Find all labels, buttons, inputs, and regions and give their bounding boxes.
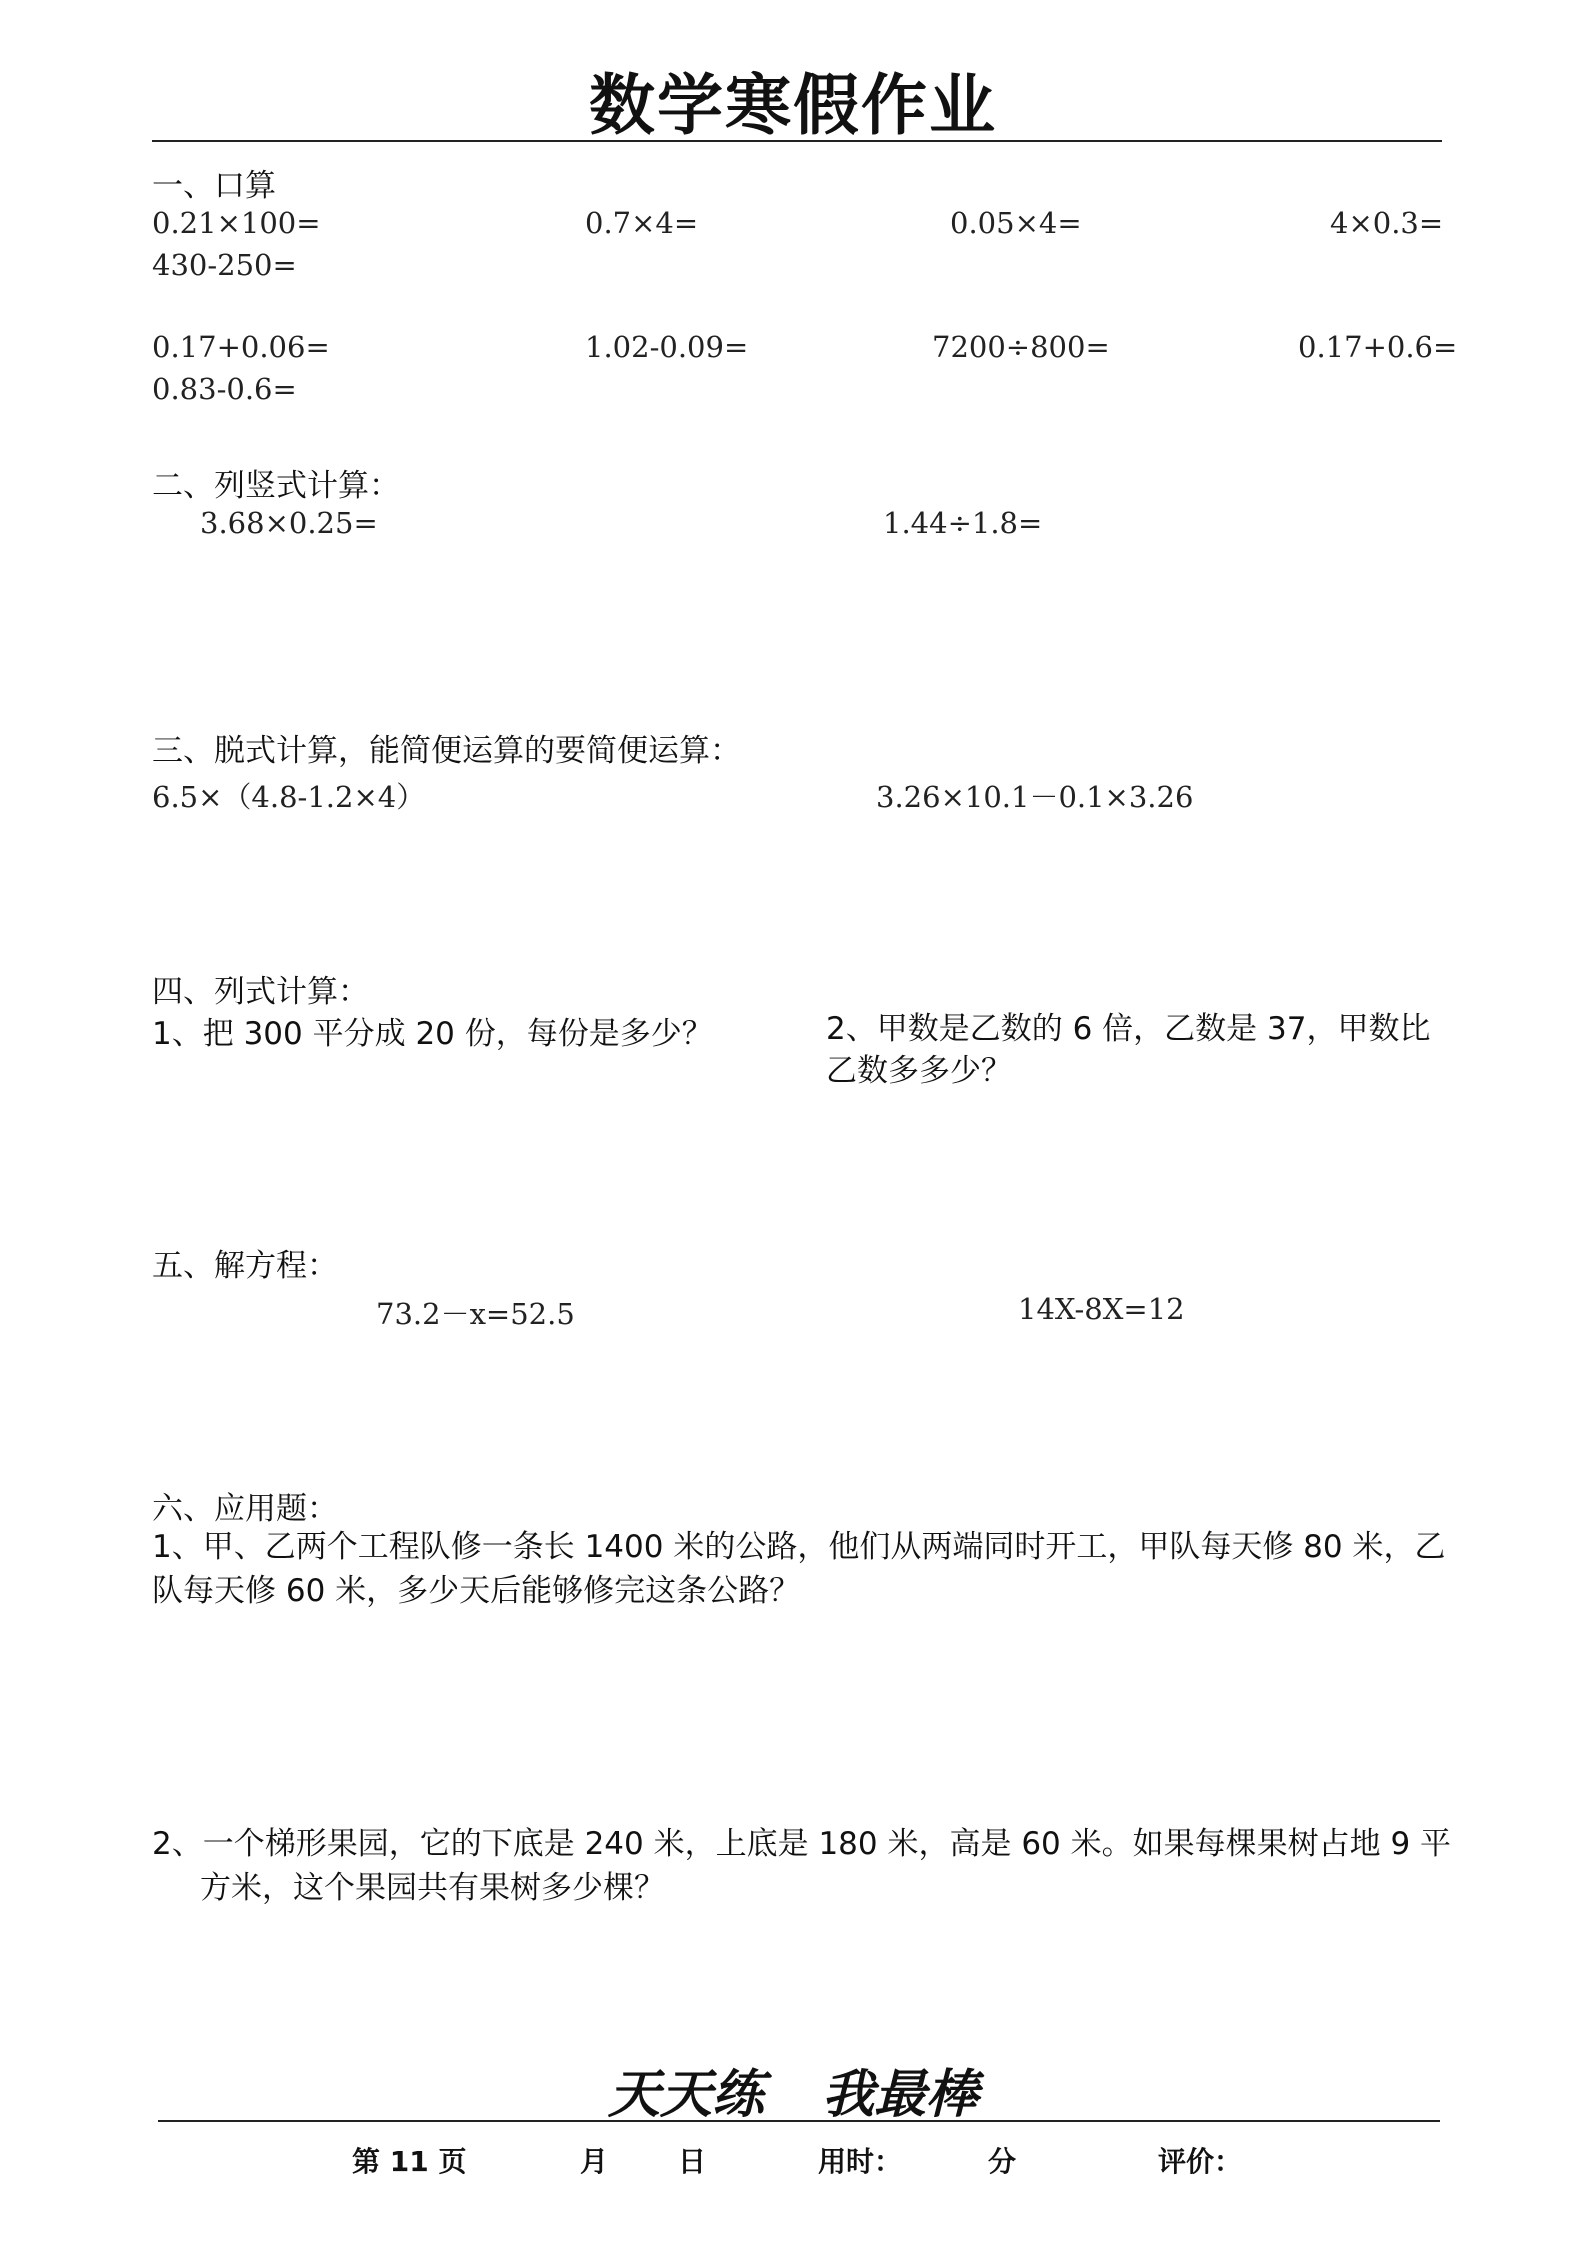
mental-math-item: 0.05×4= [950, 206, 1082, 240]
motto: 天天练 我最棒 [607, 2064, 979, 2125]
mental-math-item: 0.21×100= [152, 206, 321, 240]
word-calc-question-1: 1、把 300 平分成 20 份，每份是多少？ [152, 1016, 713, 1052]
section-4-heading: 四、列式计算： [152, 974, 369, 1010]
mental-math-item: 1.02-0.09= [585, 330, 749, 364]
footer-minute: 分 [988, 2145, 1017, 2178]
page-title: 数学寒假作业 [589, 67, 997, 144]
mental-math-item: 0.83-0.6= [152, 372, 297, 406]
vertical-calc-item: 1.44÷1.8= [883, 506, 1043, 540]
equation-item: 73.2－x=52.5 [376, 1297, 575, 1331]
mental-math-item: 4×0.3= [1330, 206, 1444, 240]
step-calc-item: 3.26×10.1－0.1×3.26 [876, 780, 1194, 814]
footer-day: 日 [678, 2145, 707, 2178]
vertical-calc-item: 3.68×0.25= [200, 506, 378, 540]
section-1-heading: 一、口算 [152, 168, 276, 204]
mental-math-item: 0.17+0.6= [1298, 330, 1458, 364]
step-calc-item: 6.5×（4.8-1.2×4） [152, 780, 426, 814]
footer-page-number: 第 11 页 [352, 2145, 467, 2178]
mental-math-item: 0.17+0.06= [152, 330, 330, 364]
mental-math-item: 430-250= [152, 248, 297, 282]
footer-time-label: 用时： [818, 2145, 903, 2178]
section-3-heading: 三、脱式计算，能简便运算的要简便运算： [152, 733, 741, 769]
application-question-2-line-2: 方米，这个果园共有果树多少棵？ [200, 1870, 665, 1906]
application-question-2-line-1: 2、一个梯形果园，它的下底是 240 米，上底是 180 米，高是 60 米。如果每棵果树占地 9 平 [152, 1826, 1452, 1862]
mental-math-item: 0.7×4= [585, 206, 699, 240]
word-calc-question-2: 2、甲数是乙数的 6 倍，乙数是 37，甲数比乙数多多少？ [826, 1011, 1431, 1089]
section-5-heading: 五、解方程： [152, 1248, 338, 1284]
footer-divider [158, 2120, 1440, 2122]
section-6-heading: 六、应用题： [152, 1491, 338, 1527]
title-divider [152, 140, 1442, 142]
footer-evaluation-label: 评价： [1158, 2145, 1243, 2178]
application-question-1: 1、甲、乙两个工程队修一条长 1400 米的公路，他们从两端同时开工，甲队每天修 80 米，乙队每天修 60 米，多少天后能够修完这条公路？ [152, 1529, 1446, 1609]
mental-math-item: 7200÷800= [932, 330, 1110, 364]
equation-item: 14X-8X=12 [1018, 1292, 1185, 1326]
footer-month: 月 [580, 2145, 609, 2178]
section-2-heading: 二、列竖式计算： [152, 468, 400, 504]
